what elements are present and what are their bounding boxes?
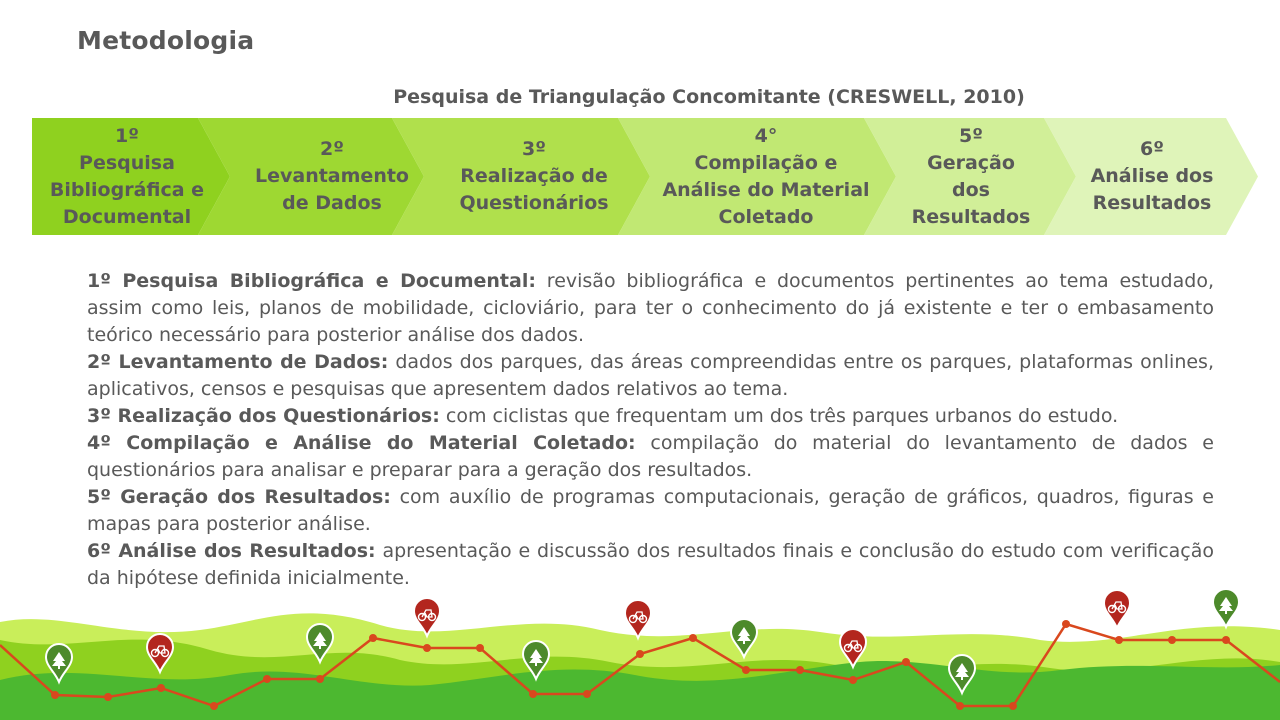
description-step-4-text: compilação do material do levantamento de dados e questionários para analisar e preparar para a geração dos resultados. — [87, 432, 1214, 481]
bike-marker-icon — [414, 598, 440, 636]
description-step-2 — [87, 349, 1214, 403]
step-2 — [232, 118, 432, 235]
step-6-label: Análise dos Resultados — [1090, 165, 1214, 214]
description-step-3-text: com ciclistas que frequentam um dos três parques urbanos do estudo. — [439, 405, 1119, 427]
step-3-label: Realização de Questionários — [459, 165, 609, 214]
methodology-description — [87, 268, 1214, 592]
description-step-5 — [87, 484, 1214, 538]
description-step-2-text: dados dos parques, das áreas compreendidas entre os parques, plataformas onlines, aplicativos, censos e pesquisas que apresentem dados relativos ao tema. — [87, 351, 1214, 400]
step-2-number: 2º — [320, 138, 344, 160]
description-step-6-text: apresentação e discussão dos resultados finais e conclusão do estudo com verificação da hipótese definida inicialmente. — [87, 540, 1214, 589]
description-step-6 — [87, 538, 1214, 592]
bike-marker-icon — [1104, 590, 1130, 628]
description-step-3 — [87, 403, 1214, 430]
description-step-4 — [87, 430, 1214, 484]
description-step-6-heading: 6º Análise dos Resultados: — [87, 540, 376, 562]
decorative-route-landscape — [0, 590, 1280, 720]
step-5-label: Geração dos Resultados — [911, 151, 1031, 228]
step-1-number: 1º — [115, 124, 139, 147]
description-step-3-heading: 3º Realização dos Questionários: — [87, 405, 440, 427]
step-6 — [1072, 118, 1232, 235]
step-3 — [434, 118, 634, 235]
step-1 — [32, 118, 222, 235]
step-5-number: 5º — [959, 124, 983, 147]
description-step-1-heading: 1º Pesquisa Bibliográfica e Documental: — [87, 270, 536, 292]
step-4-number: 4° — [754, 124, 778, 147]
tree-marker-icon — [1213, 590, 1239, 627]
description-step-4-heading: 4º Compilação e Análise do Material Coletado: — [87, 432, 636, 454]
description-step-5-heading: 5º Geração dos Resultados: — [87, 486, 391, 508]
bike-marker-icon — [625, 600, 651, 638]
description-step-2-heading: 2º Levantamento de Dados: — [87, 351, 389, 373]
step-1-label: Pesquisa Bibliográfica e Documental — [49, 151, 205, 228]
step-3-number: 3º — [522, 138, 546, 160]
description-step-1-text: revisão bibliográfica e documentos pertinentes ao tema estudado, assim como leis, planos de mobilidade, cicloviário, para ter o conhecimento do já existente e ter o embasamento teórico necessário para posterior análise dos dados. — [87, 270, 1214, 346]
description-step-1 — [87, 268, 1214, 349]
step-5 — [890, 118, 1052, 235]
process-subtitle: Pesquisa de Triangulação Concomitante (CRESWELL, 2010) — [393, 86, 1025, 108]
step-6-number: 6º — [1140, 138, 1164, 160]
page-title: Metodologia — [77, 26, 255, 55]
step-4-label: Compilação e Análise do Material Coletado — [662, 151, 870, 228]
step-2-label: Levantamento de Dados — [255, 165, 409, 214]
step-4 — [654, 118, 878, 235]
description-step-5-text: com auxílio de programas computacionais, geração de gráficos, quadros, figuras e mapas para posterior análise. — [87, 486, 1214, 535]
